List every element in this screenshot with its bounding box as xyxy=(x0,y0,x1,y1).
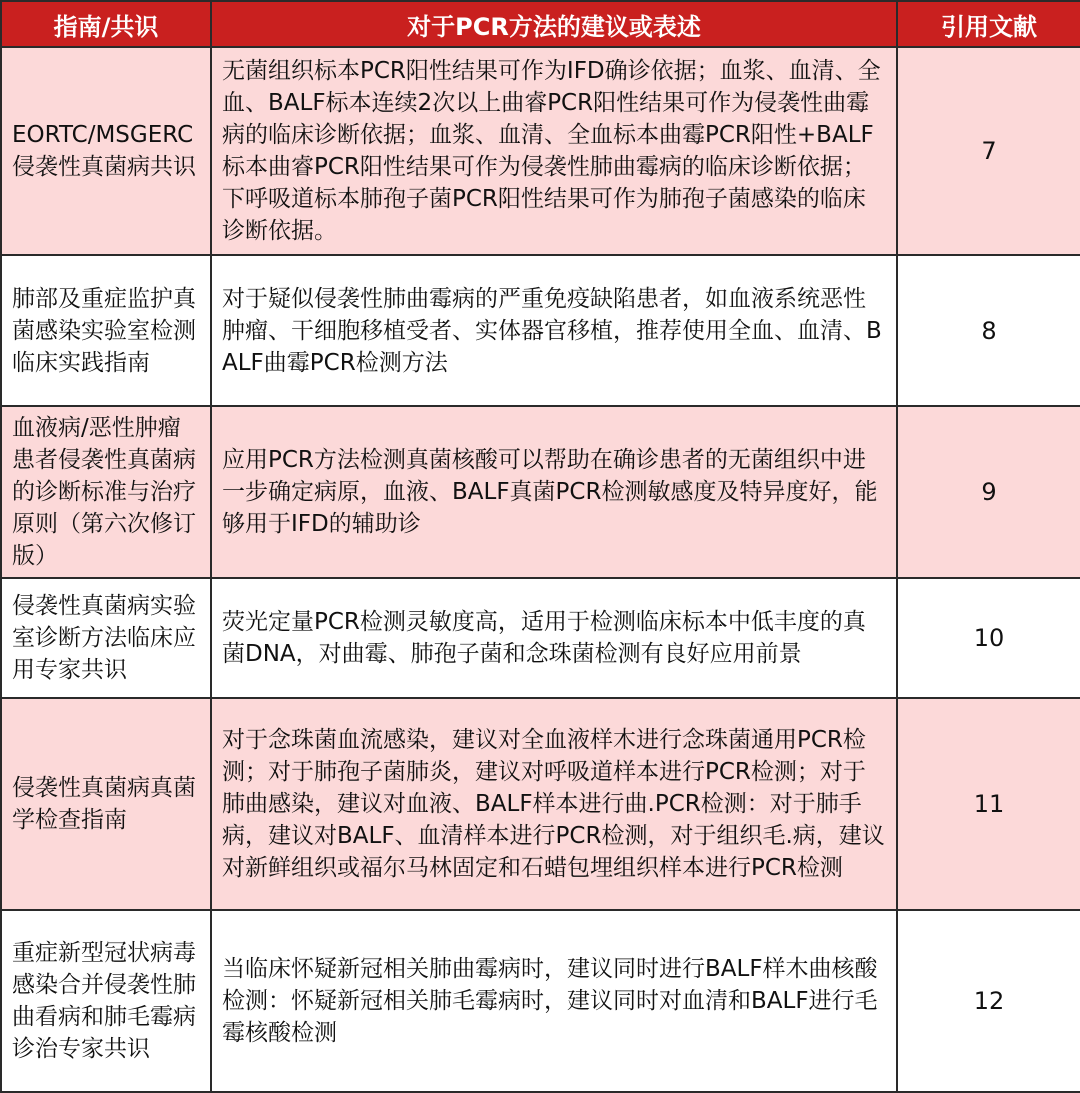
table-row xyxy=(1,578,1080,698)
guideline-cell: 侵袭性真菌病实验室诊断方法临床应用专家共识 xyxy=(1,578,211,698)
recommendation-cell: 对于疑似侵袭性肺曲霉病的严重免疫缺陷患者，如血液系统恶性肿瘤、干细胞移植受者、实体器官移植，推荐使用全血、血清、BALF曲霉PCR检测方法 xyxy=(211,255,897,406)
reference-cell: 12 xyxy=(897,910,1080,1092)
guideline-cell: 肺部及重症监护真菌感染实验室检测临床实践指南 xyxy=(1,255,211,406)
guideline-cell: 侵袭性真菌病真菌学检查指南 xyxy=(1,698,211,910)
guideline-cell: 血液病/恶性肿瘤患者侵袭性真菌病的诊断标准与治疗原则（第六次修订版） xyxy=(1,406,211,578)
table-row xyxy=(1,255,1080,406)
reference-cell: 10 xyxy=(897,578,1080,698)
table-row xyxy=(1,47,1080,255)
recommendation-cell: 无菌组织标本PCR阳性结果可作为IFD确诊依据；血浆、血清、全血、BALF标本连续2次以上曲睿PCR阳性结果可作为侵袭性曲霉病的临床诊断依据；血浆、血清、全血标本曲霉PCR阳性+BALF标本曲睿PCR阳性结果可作为侵袭性肺曲霉病的临床诊断依据；下呼吸道标本肺孢子菌PCR阳性结果可作为肺孢子菌感染的临床诊断依据。 xyxy=(211,47,897,255)
recommendation-cell: 当临床怀疑新冠相关肺曲霉病时，建议同时进行BALF样木曲核酸检测：怀疑新冠相关肺毛霉病时，建议同时对血清和BALF进行毛霉核酸检测 xyxy=(211,910,897,1092)
reference-cell: 7 xyxy=(897,47,1080,255)
header-reference: 引用文献 xyxy=(897,1,1080,47)
recommendation-cell: 对于念珠菌血流感染，建议对全血液样木进行念珠菌通用PCR检测；对于肺孢子菌肺炎，建议对呼吸道样本进行PCR检测；对于肺曲感染，建议对血液、BALF样本进行曲.PCR检测：对于肺手病，建议对BALF、血清样本进行PCR检测，对于组织毛.病，建议对新鲜组织或福尔马林固定和石蜡包埋组织样本进行PCR检测 xyxy=(211,698,897,910)
recommendation-cell: 应用PCR方法检测真菌核酸可以帮助在确诊患者的无菌组织中进一步确定病原，血液、BALF真菌PCR检测敏感度及特异度好，能够用于IFD的辅助诊 xyxy=(211,406,897,578)
table-row xyxy=(1,910,1080,1092)
header-guideline: 指南/共识 xyxy=(1,1,211,47)
recommendation-cell: 荧光定量PCR检测灵敏度高，适用于检测临床标本中低丰度的真菌DNA，对曲霉、肺孢子菌和念珠菌检测有良好应用前景 xyxy=(211,578,897,698)
guideline-cell: EORTC/MSGERC侵袭性真菌病共识 xyxy=(1,47,211,255)
reference-cell: 11 xyxy=(897,698,1080,910)
header-recommendation: 对于PCR方法的建议或表述 xyxy=(211,1,897,47)
table-row xyxy=(1,406,1080,578)
table-row xyxy=(1,698,1080,910)
guideline-cell: 重症新型冠状病毒感染合并侵袭性肺曲看病和肺毛霉病诊治专家共识 xyxy=(1,910,211,1092)
table-header-row xyxy=(1,1,1080,47)
reference-cell: 8 xyxy=(897,255,1080,406)
reference-cell: 9 xyxy=(897,406,1080,578)
